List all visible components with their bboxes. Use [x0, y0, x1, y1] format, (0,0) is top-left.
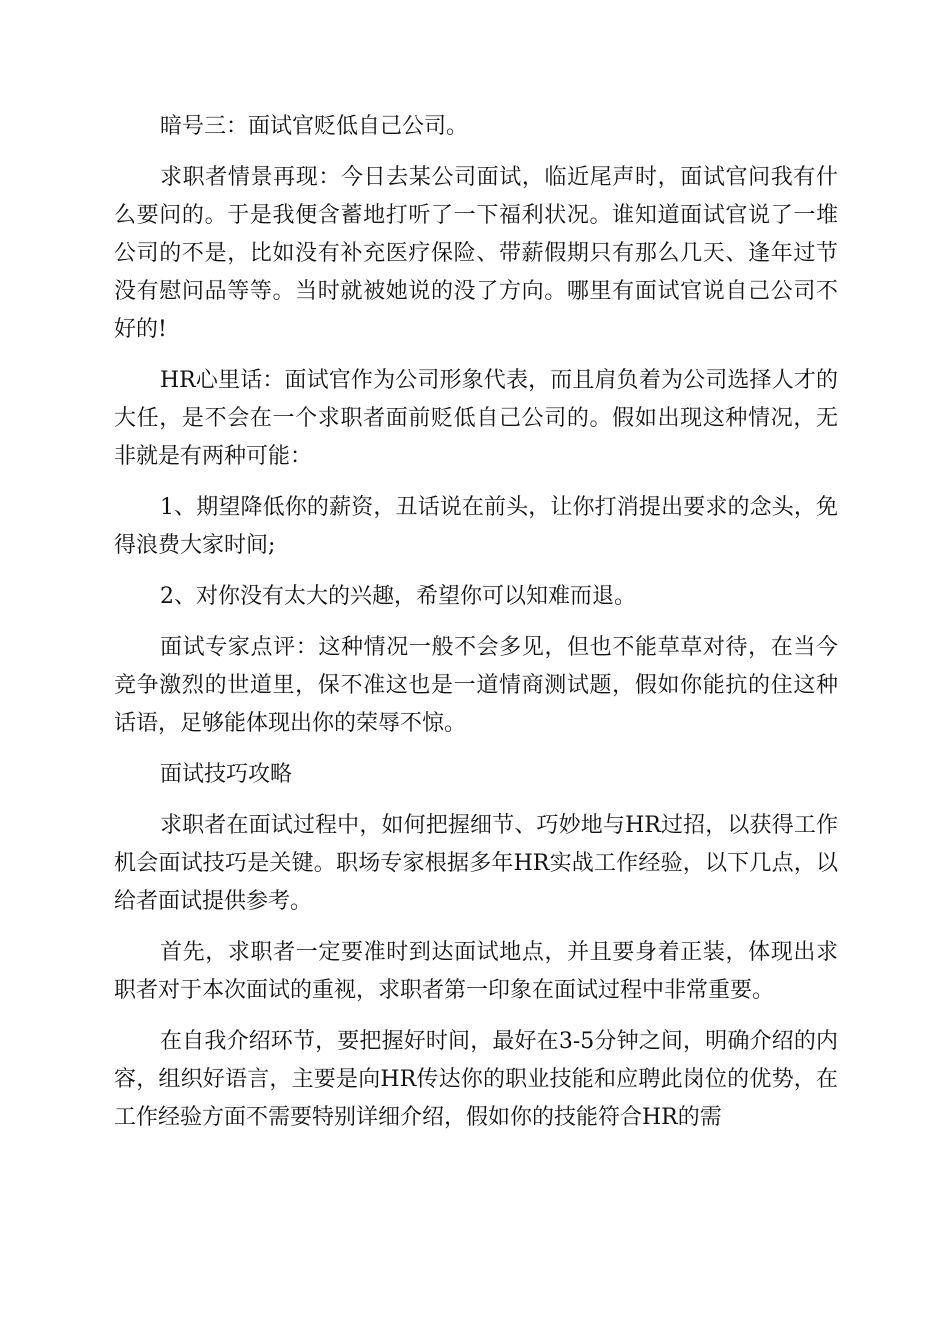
paragraph-section-heading: 面试技巧攻略: [160, 762, 293, 787]
paragraph-scenario: 求职者情景再现：今日去某公司面试，临近尾声时，面试官问我有什么要问的。于是我便含蓄地打听了一下福利状况。谁知道面试官说了一堆公司的不是，比如没有补充医疗保险、带薪假期只有那么几天、逢年过节没有慰问品等等。当时就被她说的没了方向。哪里有面试官说自己公司不好的!: [114, 165, 838, 342]
document-page: [114, 108, 838, 1150]
paragraph-self-introduction: 在自我介绍环节，要把握好时间，最好在3-5分钟之间，明确介绍的内容，组织好语言，主要是向HR传达你的职业技能和应聘此岗位的优势，在工作经验方面不需要特别详细介绍，假如你的技能符合HR的需: [114, 1029, 838, 1130]
paragraph-expert-comment: 面试专家点评：这种情况一般不会多见，但也不能草草对待，在当今竞争激烈的世道里，保不准这也是一道情商测试题，假如你能抗的住这种话语，足够能体现出你的荣辱不惊。: [114, 635, 838, 736]
paragraph-hr-thoughts: HR心里话：面试官作为公司形象代表，而且肩负着为公司选择人才的大任，是不会在一个求职者面前贬低自己公司的。假如出现这种情况，无非就是有两种可能：: [114, 368, 838, 469]
paragraph-possibility-one: 1、期望降低你的薪资，丑话说在前头，让你打消提出要求的念头，免得浪费大家时间;: [114, 495, 838, 558]
paragraph-punctuality: 首先，求职者一定要准时到达面试地点，并且要身着正装，体现出求职者对于本次面试的重视，求职者第一印象在面试过程中非常重要。: [114, 940, 838, 1003]
paragraph-interview-intro: 求职者在面试过程中，如何把握细节、巧妙地与HR过招，以获得工作机会面试技巧是关键。职场专家根据多年HR实战工作经验，以下几点，以给者面试提供参考。: [114, 813, 838, 914]
paragraph-possibility-two: 2、对你没有太大的兴趣，希望你可以知难而退。: [160, 584, 636, 609]
paragraph-code-three-heading: 暗号三：面试官贬低自己公司。: [160, 114, 469, 139]
